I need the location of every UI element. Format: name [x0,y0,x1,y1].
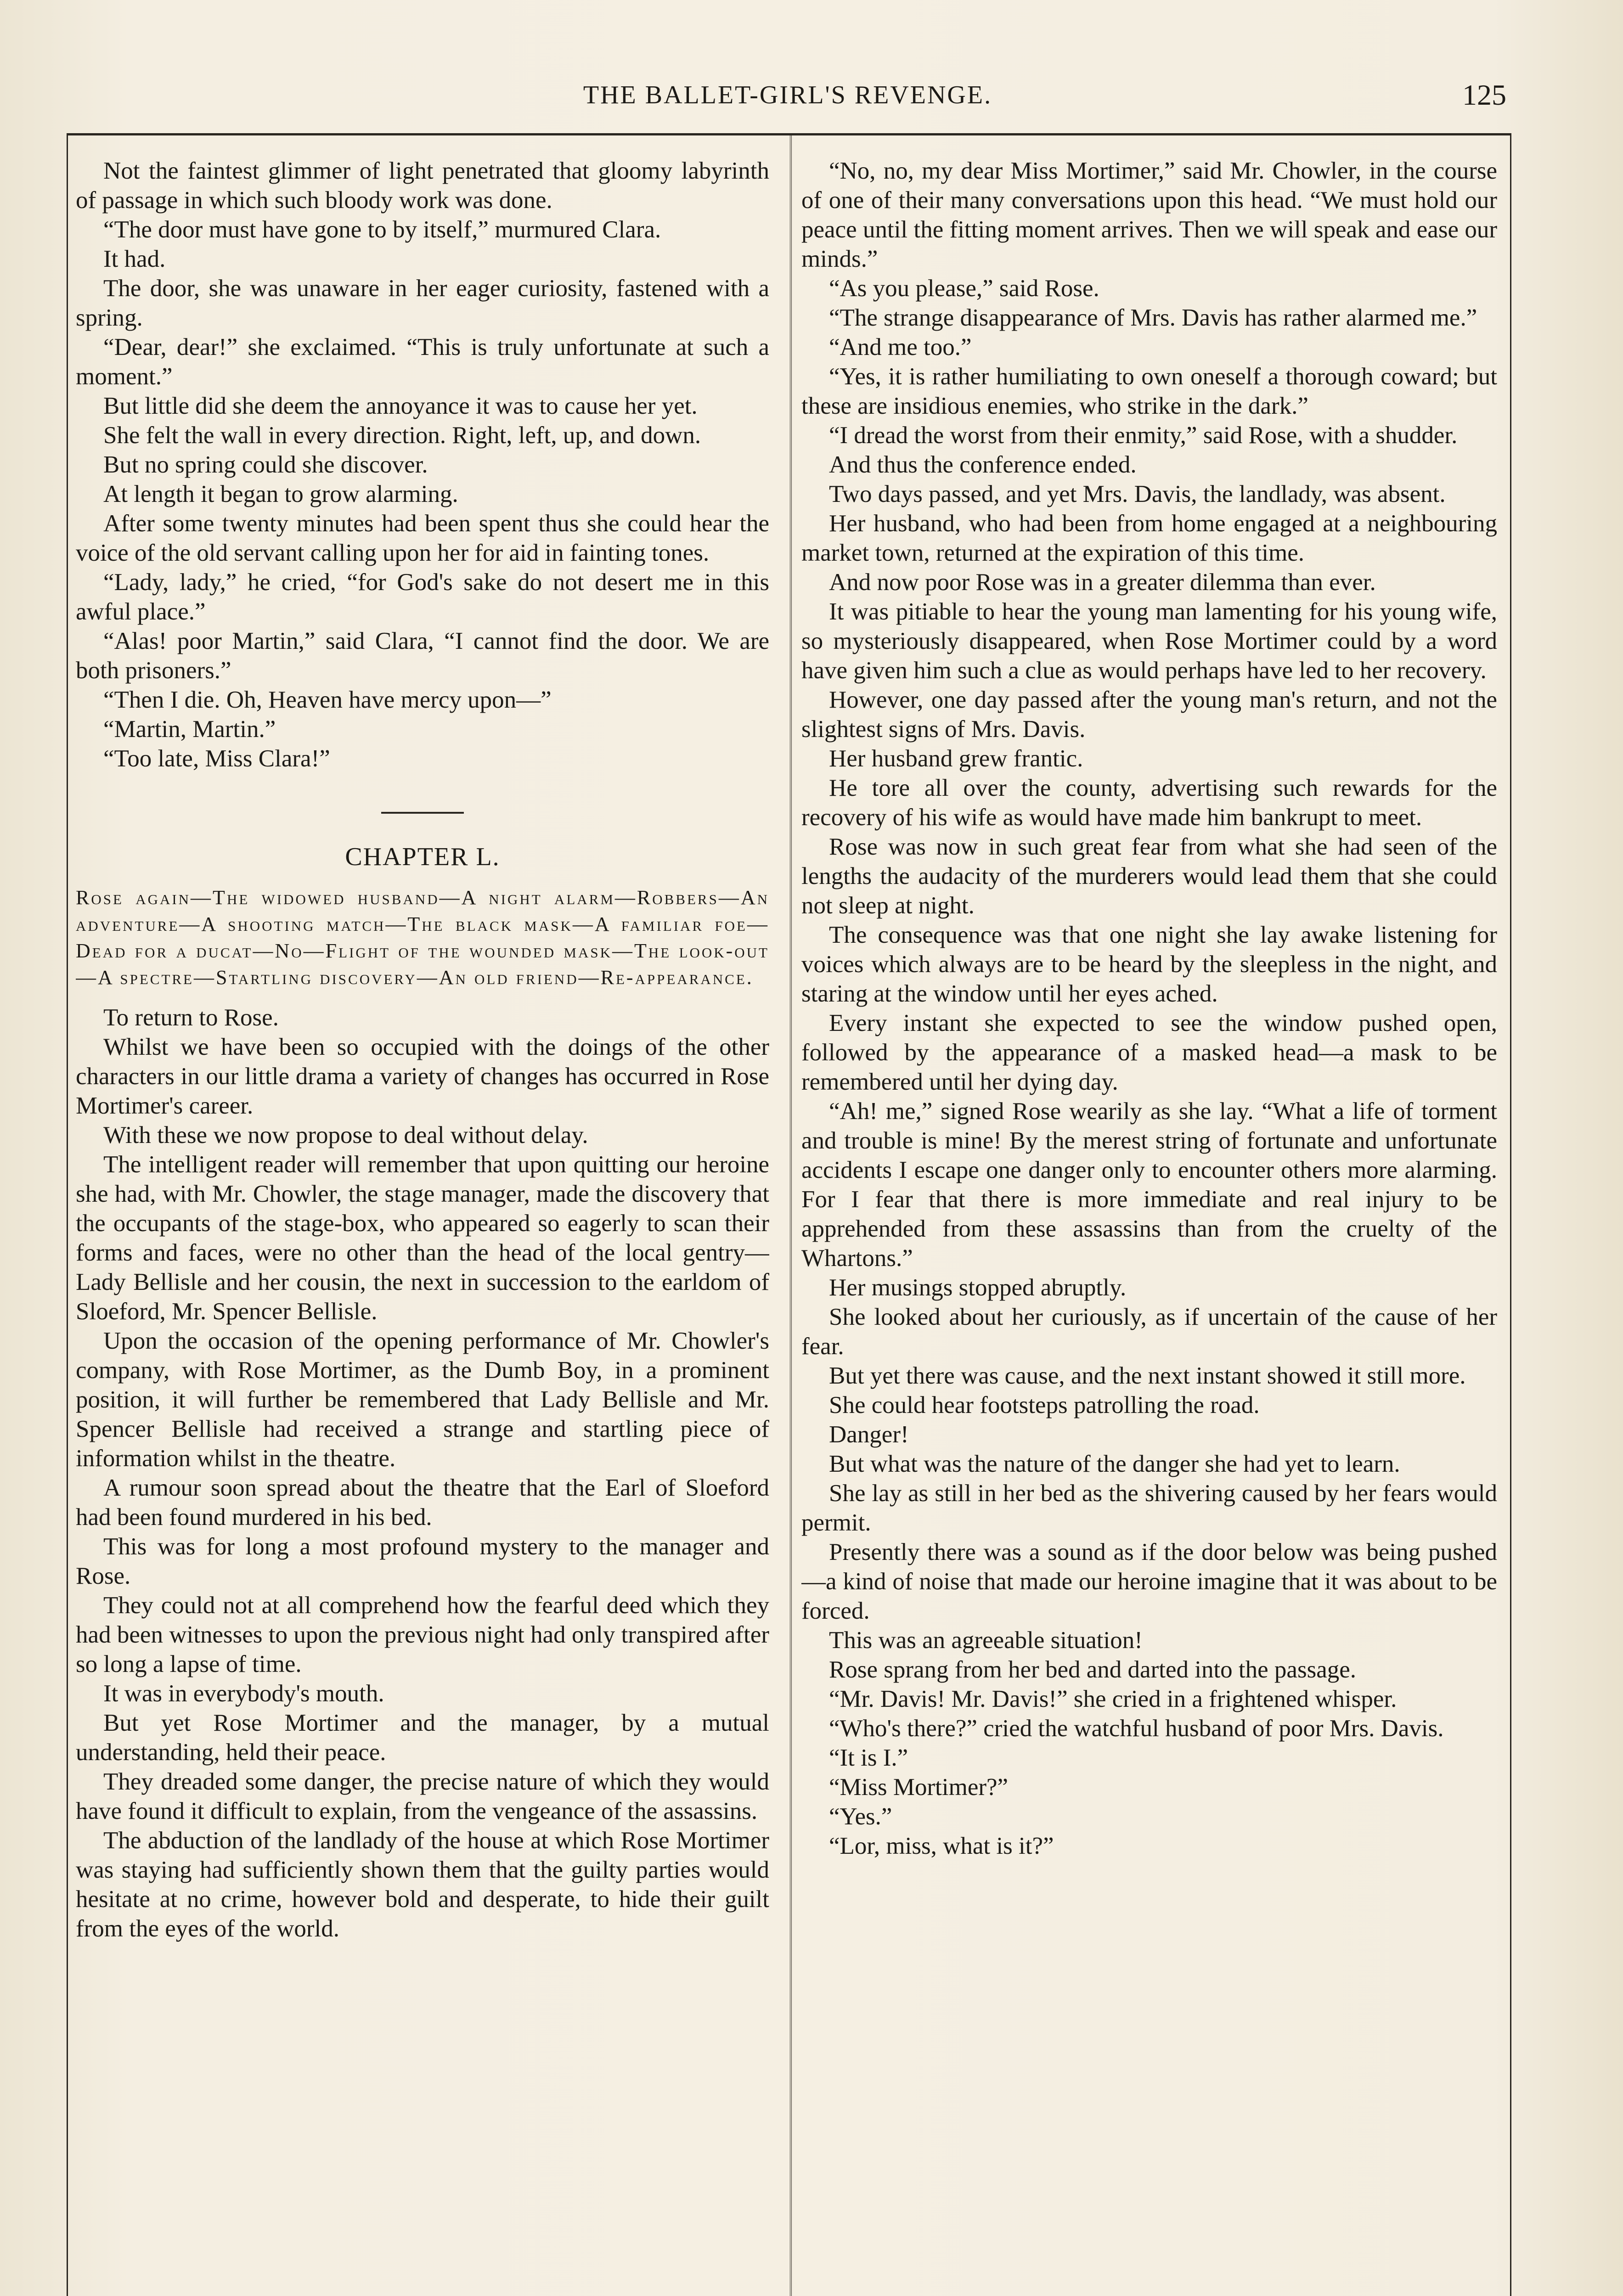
chapter-title: CHAPTER L. [345,843,500,871]
right-paragraphs [801,156,1497,1861]
paragraph: A rumour soon spread about the theatre that the Earl of Sloeford had been found murdered in his bed. [76,1474,769,1531]
paragraph: The abduction of the landlady of the house at which Rose Mortimer was staying had sufficiently shown them that the guilty parties would hesitate at no crime, however bold and desperate, to hide their guilt from the eyes of the world. [76,1827,769,1942]
paragraph: “Ah! me,” signed Rose wearily as she lay. “What a life of torment and trouble is mine! By the merest string of fortunate and unfortunate accidents I escape one danger only to encounter others more alarming. For I fear that there is more immediate and real injury to be apprehended from these assassins than from the cruelty of the Whartons.” [801,1098,1497,1272]
left-column [76,156,769,2296]
paragraph: “Miss Mortimer?” [829,1774,1009,1801]
paragraph: With these we now propose to deal without delay. [103,1122,588,1148]
paragraph: “I dread the worst from their enmity,” said Rose, with a shudder. [829,422,1458,449]
paragraph: But yet Rose Mortimer and the manager, by a mutual understanding, held their peace. [76,1710,769,1766]
paragraph: “The door must have gone to by itself,” murmured Clara. [103,216,661,243]
paragraph: Rose sprang from her bed and darted into the passage. [829,1656,1356,1683]
paragraph: “Lady, lady,” he cried, “for God's sake do not desert me in this awful place.” [76,569,769,625]
paragraph: He tore all over the county, advertising such rewards for the recovery of his wife as would have made him bankrupt to meet. [801,775,1497,831]
page-number: 125 [1462,79,1506,111]
column-divider [790,135,792,2296]
paragraph: “Then I die. Oh, Heaven have mercy upon—” [103,687,552,713]
paragraph: “Alas! poor Martin,” said Clara, “I cannot find the door. We are both prisoners.” [76,628,769,684]
paragraph: They dreaded some danger, the precise nature of which they would have found it difficult to explain, from the vengeance of the assassins. [76,1768,769,1824]
running-title: THE BALLET-GIRL'S REVENGE. [583,81,992,109]
paragraph: Her musings stopped abruptly. [829,1274,1127,1301]
chapter-summary: Rose again—The widowed husband—A night alarm—Robbers—An adventure—A shooting match—The black mask—A familiar foe—Dead for a ducat—No—Flight of the wounded mask—The look-out—A spectre—Startling discovery—An old friend—Re-appearance. [76,886,769,989]
paragraph: At length it began to grow alarming. [103,481,458,507]
paragraph: This was an agreeable situation! [829,1627,1143,1654]
paragraph: “As you please,” said Rose. [829,275,1099,302]
chapter-separator-rule [381,812,464,814]
paragraph: The intelligent reader will remember that upon quitting our heroine she had, with Mr. Chowler, the stage manager, made the discovery that the occupants of the stage-box, who appeared so eagerly to scan their forms and faces, were no other than the head of the local gentry—Lady Bellisle and her cousin, the next in succession to the earldom of Sloeford, Mr. Spencer Bellisle. [76,1151,769,1325]
paragraph: She looked about her curiously, as if uncertain of the cause of her fear. [801,1304,1497,1360]
paragraph: Whilst we have been so occupied with the doings of the other characters in our little drama a variety of changes has occurred in Rose Mortimer's career. [76,1034,769,1119]
paragraph: “Who's there?” cried the watchful husband of poor Mrs. Davis. [829,1715,1444,1742]
paragraph: “No, no, my dear Miss Mortimer,” said Mr. Chowler, in the course of one of their many conversations upon this head. “We must hold our peace until the fitting moment arrives. Then we will speak and ease our minds.” [801,158,1497,272]
paragraph: “Yes, it is rather humiliating to own oneself a thorough coward; but these are insidious enemies, who strike in the dark.” [801,363,1497,419]
paragraph: But little did she deem the annoyance it was to cause her yet. [103,393,698,419]
paragraph: “Martin, Martin.” [103,716,276,743]
paragraph: However, one day passed after the young man's return, and not the slightest signs of Mrs. Davis. [801,687,1497,743]
paragraph: Danger! [829,1421,909,1448]
paragraph: But yet there was cause, and the next instant showed it still more. [829,1362,1466,1389]
paragraph: Presently there was a sound as if the door below was being pushed—a kind of noise that made our heroine imagine that it was about to be forced. [801,1539,1497,1624]
paragraph: “And me too.” [829,334,972,360]
paragraph: And thus the conference ended. [829,451,1137,478]
paragraph: Two days passed, and yet Mrs. Davis, the landlady, was absent. [829,481,1446,507]
paragraph: It had. [103,246,166,272]
paragraph: She could hear footsteps patrolling the road. [829,1392,1260,1418]
paragraph: Her husband, who had been from home engaged at a neighbouring market town, returned at the expiration of this time. [801,510,1497,566]
paragraph: It was in everybody's mouth. [103,1680,384,1707]
paragraph: And now poor Rose was in a greater dilemma than ever. [829,569,1376,596]
paragraph: The consequence was that one night she lay awake listening for voices which always are to be heard by the sleepless in the night, and staring at the window until her eyes ached. [801,922,1497,1007]
paragraph: To return to Rose. [103,1004,279,1031]
page-header [69,69,1506,124]
paragraph: “Mr. Davis! Mr. Davis!” she cried in a frightened whisper. [829,1686,1397,1712]
right-column [801,156,1497,2296]
paragraph: It was pitiable to hear the young man lamenting for his young wife, so mysteriously disappeared, when Rose Mortimer could by a word have given him such a clue as would perhaps have led to her recovery. [801,598,1497,684]
left-paragraphs-before-chapter [76,156,769,773]
paragraph: Rose was now in such great fear from what she had seen of the lengths the audacity of the murderers would lead them that she could not sleep at night. [801,833,1497,919]
paragraph: Upon the occasion of the opening performance of Mr. Chowler's company, with Rose Mortimer, as the Dumb Boy, in a prominent position, it will further be remembered that Lady Bellisle and Mr. Spencer Bellisle had received a strange and startling piece of information whilst in the theatre. [76,1328,769,1472]
paragraph: She lay as still in her bed as the shivering caused by her fears would permit. [801,1480,1497,1536]
paragraph: The door, she was unaware in her eager curiosity, fastened with a spring. [76,275,769,331]
paragraph: But what was the nature of the danger she had yet to learn. [829,1451,1400,1477]
paragraph: “Yes.” [829,1803,892,1830]
paragraph: After some twenty minutes had been spent thus she could hear the voice of the old servant calling upon her for aid in fainting tones. [76,510,769,566]
paragraph: Not the faintest glimmer of light penetrated that gloomy labyrinth of passage in which such bloody work was done. [76,158,769,214]
paragraph: “Too late, Miss Clara!” [103,745,330,772]
paragraph: But no spring could she discover. [103,451,428,478]
left-paragraphs-after-chapter [76,1003,769,1943]
paragraph: Every instant she expected to see the window pushed open, followed by the appearance of a masked head—a mask to be remembered until her dying day. [801,1010,1497,1095]
paragraph: Her husband grew frantic. [829,745,1083,772]
paragraph: She felt the wall in every direction. Right, left, up, and down. [103,422,701,449]
paragraph: “Dear, dear!” she exclaimed. “This is truly unfortunate at such a moment.” [76,334,769,390]
paragraph: “The strange disappearance of Mrs. Davis has rather alarmed me.” [829,304,1477,331]
paragraph: They could not at all comprehend how the fearful deed which they had been witnesses to upon the previous night had only transpired after so long a lapse of time. [76,1592,769,1677]
paragraph: “It is I.” [829,1745,908,1771]
paragraph: This was for long a most profound mystery to the manager and Rose. [76,1533,769,1589]
paragraph: “Lor, miss, what is it?” [829,1833,1054,1859]
